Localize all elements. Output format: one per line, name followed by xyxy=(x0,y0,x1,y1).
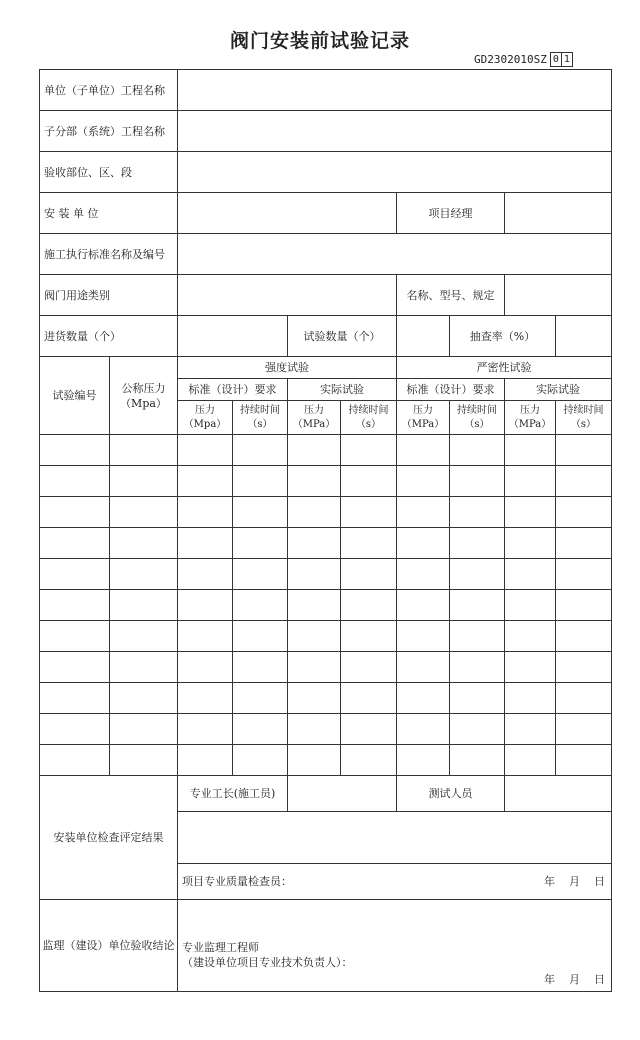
cell[interactable] xyxy=(178,466,233,497)
cell[interactable] xyxy=(505,466,556,497)
cell[interactable] xyxy=(450,621,505,652)
foreman-value[interactable] xyxy=(288,776,397,812)
cell[interactable] xyxy=(505,435,556,466)
test-record-table xyxy=(39,69,612,992)
cell[interactable] xyxy=(178,590,233,621)
cell[interactable] xyxy=(288,683,341,714)
cell[interactable] xyxy=(450,528,505,559)
cell[interactable] xyxy=(178,559,233,590)
code-box-2: 1 xyxy=(562,52,573,67)
cell[interactable] xyxy=(450,497,505,528)
supervision-engineer-label: 专业监理工程师 xyxy=(182,941,259,954)
unit-name-value[interactable] xyxy=(178,70,612,111)
cell[interactable] xyxy=(450,714,505,745)
cell[interactable] xyxy=(288,497,341,528)
cell[interactable] xyxy=(556,528,612,559)
cell[interactable] xyxy=(397,466,450,497)
cell[interactable] xyxy=(233,435,288,466)
cell[interactable] xyxy=(40,683,110,714)
cell[interactable] xyxy=(288,714,341,745)
cell[interactable] xyxy=(110,652,178,683)
cell[interactable] xyxy=(40,497,110,528)
cell[interactable] xyxy=(397,559,450,590)
cell[interactable] xyxy=(556,435,612,466)
cell[interactable] xyxy=(110,497,178,528)
supervision-conclusion-label: 监理（建设）单位验收结论 xyxy=(40,900,178,992)
cell[interactable] xyxy=(505,559,556,590)
model-spec-value[interactable] xyxy=(505,275,612,316)
cell[interactable] xyxy=(397,652,450,683)
cell[interactable] xyxy=(450,652,505,683)
cell[interactable] xyxy=(397,683,450,714)
project-manager-label: 项目经理 xyxy=(397,193,505,234)
cell[interactable] xyxy=(40,652,110,683)
cell[interactable] xyxy=(178,652,233,683)
nominal-pressure-header: 公称压力（Mpa） xyxy=(110,357,178,435)
sampling-rate-value[interactable] xyxy=(556,316,612,357)
cell[interactable] xyxy=(556,652,612,683)
cell[interactable] xyxy=(505,683,556,714)
cell[interactable] xyxy=(556,714,612,745)
cell[interactable] xyxy=(556,621,612,652)
cell[interactable] xyxy=(178,435,233,466)
test-qty-value[interactable] xyxy=(397,316,450,357)
cell[interactable] xyxy=(110,559,178,590)
tester-value[interactable] xyxy=(505,776,612,812)
install-unit-value[interactable] xyxy=(178,193,397,234)
duration-header: 持续时间（s） xyxy=(233,401,288,435)
cell[interactable] xyxy=(40,559,110,590)
cell[interactable] xyxy=(397,745,450,776)
cell[interactable] xyxy=(288,745,341,776)
cell[interactable] xyxy=(505,745,556,776)
cell[interactable] xyxy=(450,435,505,466)
table-row xyxy=(40,714,612,745)
cell[interactable] xyxy=(450,559,505,590)
quality-inspector-label: 项目专业质量检查员： xyxy=(182,875,292,888)
test-no-header: 试验编号 xyxy=(40,357,110,435)
cell[interactable] xyxy=(397,435,450,466)
code-prefix: GD2302010SZ xyxy=(474,53,547,66)
subdivision-label: 子分部（系统）工程名称 xyxy=(40,111,178,152)
cell[interactable] xyxy=(341,590,397,621)
acceptance-part-label: 验收部位、区、段 xyxy=(40,152,178,193)
cell[interactable] xyxy=(40,435,110,466)
cell[interactable] xyxy=(341,528,397,559)
cell[interactable] xyxy=(40,745,110,776)
install-check-result[interactable] xyxy=(178,812,612,864)
cell[interactable] xyxy=(110,621,178,652)
incoming-qty-value[interactable] xyxy=(178,316,288,357)
table-row xyxy=(40,497,612,528)
cell[interactable] xyxy=(110,745,178,776)
cell[interactable] xyxy=(556,590,612,621)
cell[interactable] xyxy=(178,683,233,714)
cell[interactable] xyxy=(556,497,612,528)
table-row xyxy=(40,590,612,621)
cell[interactable] xyxy=(341,745,397,776)
foreman-label: 专业工长(施工员) xyxy=(178,776,288,812)
cell[interactable] xyxy=(40,466,110,497)
cell[interactable] xyxy=(341,559,397,590)
model-spec-label: 名称、型号、规定 xyxy=(397,275,505,316)
table-row xyxy=(40,652,612,683)
incoming-qty-label: 进货数量（个） xyxy=(40,316,178,357)
cell[interactable] xyxy=(233,528,288,559)
tightness-actual-header: 实际试验 xyxy=(505,379,612,401)
acceptance-part-value[interactable] xyxy=(178,152,612,193)
cell[interactable] xyxy=(233,714,288,745)
quality-inspector-row xyxy=(178,864,612,900)
duration-header: 持续时间（s） xyxy=(556,401,612,435)
install-unit-label: 安 装 单 位 xyxy=(40,193,178,234)
cell[interactable] xyxy=(505,590,556,621)
duration-header: 持续时间（s） xyxy=(341,401,397,435)
strength-actual-header: 实际试验 xyxy=(288,379,397,401)
cell[interactable] xyxy=(450,590,505,621)
cell[interactable] xyxy=(40,590,110,621)
tightness-std-header: 标准（设计）要求 xyxy=(397,379,505,401)
valve-use-value[interactable] xyxy=(178,275,397,316)
strength-std-header: 标准（设计）要求 xyxy=(178,379,288,401)
pressure-header: 压力（Mpa） xyxy=(178,401,233,435)
cell[interactable] xyxy=(178,621,233,652)
sampling-rate-label: 抽查率（%） xyxy=(450,316,556,357)
cell[interactable] xyxy=(341,652,397,683)
table-row xyxy=(40,466,612,497)
duration-header: 持续时间（s） xyxy=(450,401,505,435)
document-code xyxy=(474,52,573,67)
cell[interactable] xyxy=(178,714,233,745)
table-row xyxy=(40,559,612,590)
cell[interactable] xyxy=(341,466,397,497)
cell[interactable] xyxy=(397,590,450,621)
cell[interactable] xyxy=(450,745,505,776)
cell[interactable] xyxy=(341,435,397,466)
cell[interactable] xyxy=(341,497,397,528)
table-row xyxy=(40,528,612,559)
inspection-date: 年 月 日 xyxy=(544,875,605,888)
cell[interactable] xyxy=(397,497,450,528)
cell[interactable] xyxy=(556,745,612,776)
cell[interactable] xyxy=(288,466,341,497)
cell[interactable] xyxy=(233,497,288,528)
cell[interactable] xyxy=(288,435,341,466)
cell[interactable] xyxy=(110,528,178,559)
cell[interactable] xyxy=(288,559,341,590)
cell[interactable] xyxy=(288,652,341,683)
cell[interactable] xyxy=(178,497,233,528)
cell[interactable] xyxy=(288,621,341,652)
cell[interactable] xyxy=(110,683,178,714)
cell[interactable] xyxy=(341,714,397,745)
cell[interactable] xyxy=(556,559,612,590)
cell[interactable] xyxy=(233,745,288,776)
strength-test-header: 强度试验 xyxy=(178,357,397,379)
cell[interactable] xyxy=(233,559,288,590)
pressure-header: 压力（MPa） xyxy=(288,401,341,435)
subdivision-value[interactable] xyxy=(178,111,612,152)
cell[interactable] xyxy=(110,590,178,621)
supervision-signature xyxy=(178,900,612,992)
cell[interactable] xyxy=(233,621,288,652)
standard-value[interactable] xyxy=(178,234,612,275)
cell[interactable] xyxy=(233,466,288,497)
cell[interactable] xyxy=(178,528,233,559)
table-row xyxy=(40,435,612,466)
cell[interactable] xyxy=(110,466,178,497)
cell[interactable] xyxy=(40,621,110,652)
cell[interactable] xyxy=(505,652,556,683)
cell[interactable] xyxy=(556,683,612,714)
cell[interactable] xyxy=(341,621,397,652)
pressure-header: 压力（MPa） xyxy=(505,401,556,435)
cell[interactable] xyxy=(397,528,450,559)
table-row xyxy=(40,621,612,652)
table-row xyxy=(40,745,612,776)
cell[interactable] xyxy=(556,466,612,497)
install-check-label: 安装单位检查评定结果 xyxy=(40,776,178,900)
pressure-header: 压力（MPa） xyxy=(397,401,450,435)
cell[interactable] xyxy=(110,714,178,745)
cell[interactable] xyxy=(40,714,110,745)
cell[interactable] xyxy=(233,683,288,714)
tester-label: 测试人员 xyxy=(397,776,505,812)
cell[interactable] xyxy=(178,745,233,776)
cell[interactable] xyxy=(233,590,288,621)
cell[interactable] xyxy=(505,528,556,559)
cell[interactable] xyxy=(505,714,556,745)
supervision-date: 年 月 日 xyxy=(544,973,605,986)
owner-note: （建设单位项目专业技术负责人）： xyxy=(182,956,353,969)
cell[interactable] xyxy=(505,497,556,528)
standard-label: 施工执行标准名称及编号 xyxy=(40,234,178,275)
test-qty-label: 试验数量（个） xyxy=(288,316,397,357)
cell[interactable] xyxy=(397,621,450,652)
cell[interactable] xyxy=(450,466,505,497)
cell[interactable] xyxy=(288,590,341,621)
cell[interactable] xyxy=(341,683,397,714)
cell[interactable] xyxy=(450,683,505,714)
project-manager-value[interactable] xyxy=(505,193,612,234)
valve-use-label: 阀门用途类别 xyxy=(40,275,178,316)
form-title: 阀门安装前试验记录 xyxy=(229,30,410,52)
tightness-test-header: 严密性试验 xyxy=(397,357,612,379)
unit-name-label: 单位（子单位）工程名称 xyxy=(40,70,178,111)
cell[interactable] xyxy=(505,621,556,652)
cell[interactable] xyxy=(40,528,110,559)
table-row xyxy=(40,683,612,714)
cell[interactable] xyxy=(110,435,178,466)
cell[interactable] xyxy=(233,652,288,683)
cell[interactable] xyxy=(288,528,341,559)
code-box-1: 0 xyxy=(550,52,562,67)
cell[interactable] xyxy=(397,714,450,745)
